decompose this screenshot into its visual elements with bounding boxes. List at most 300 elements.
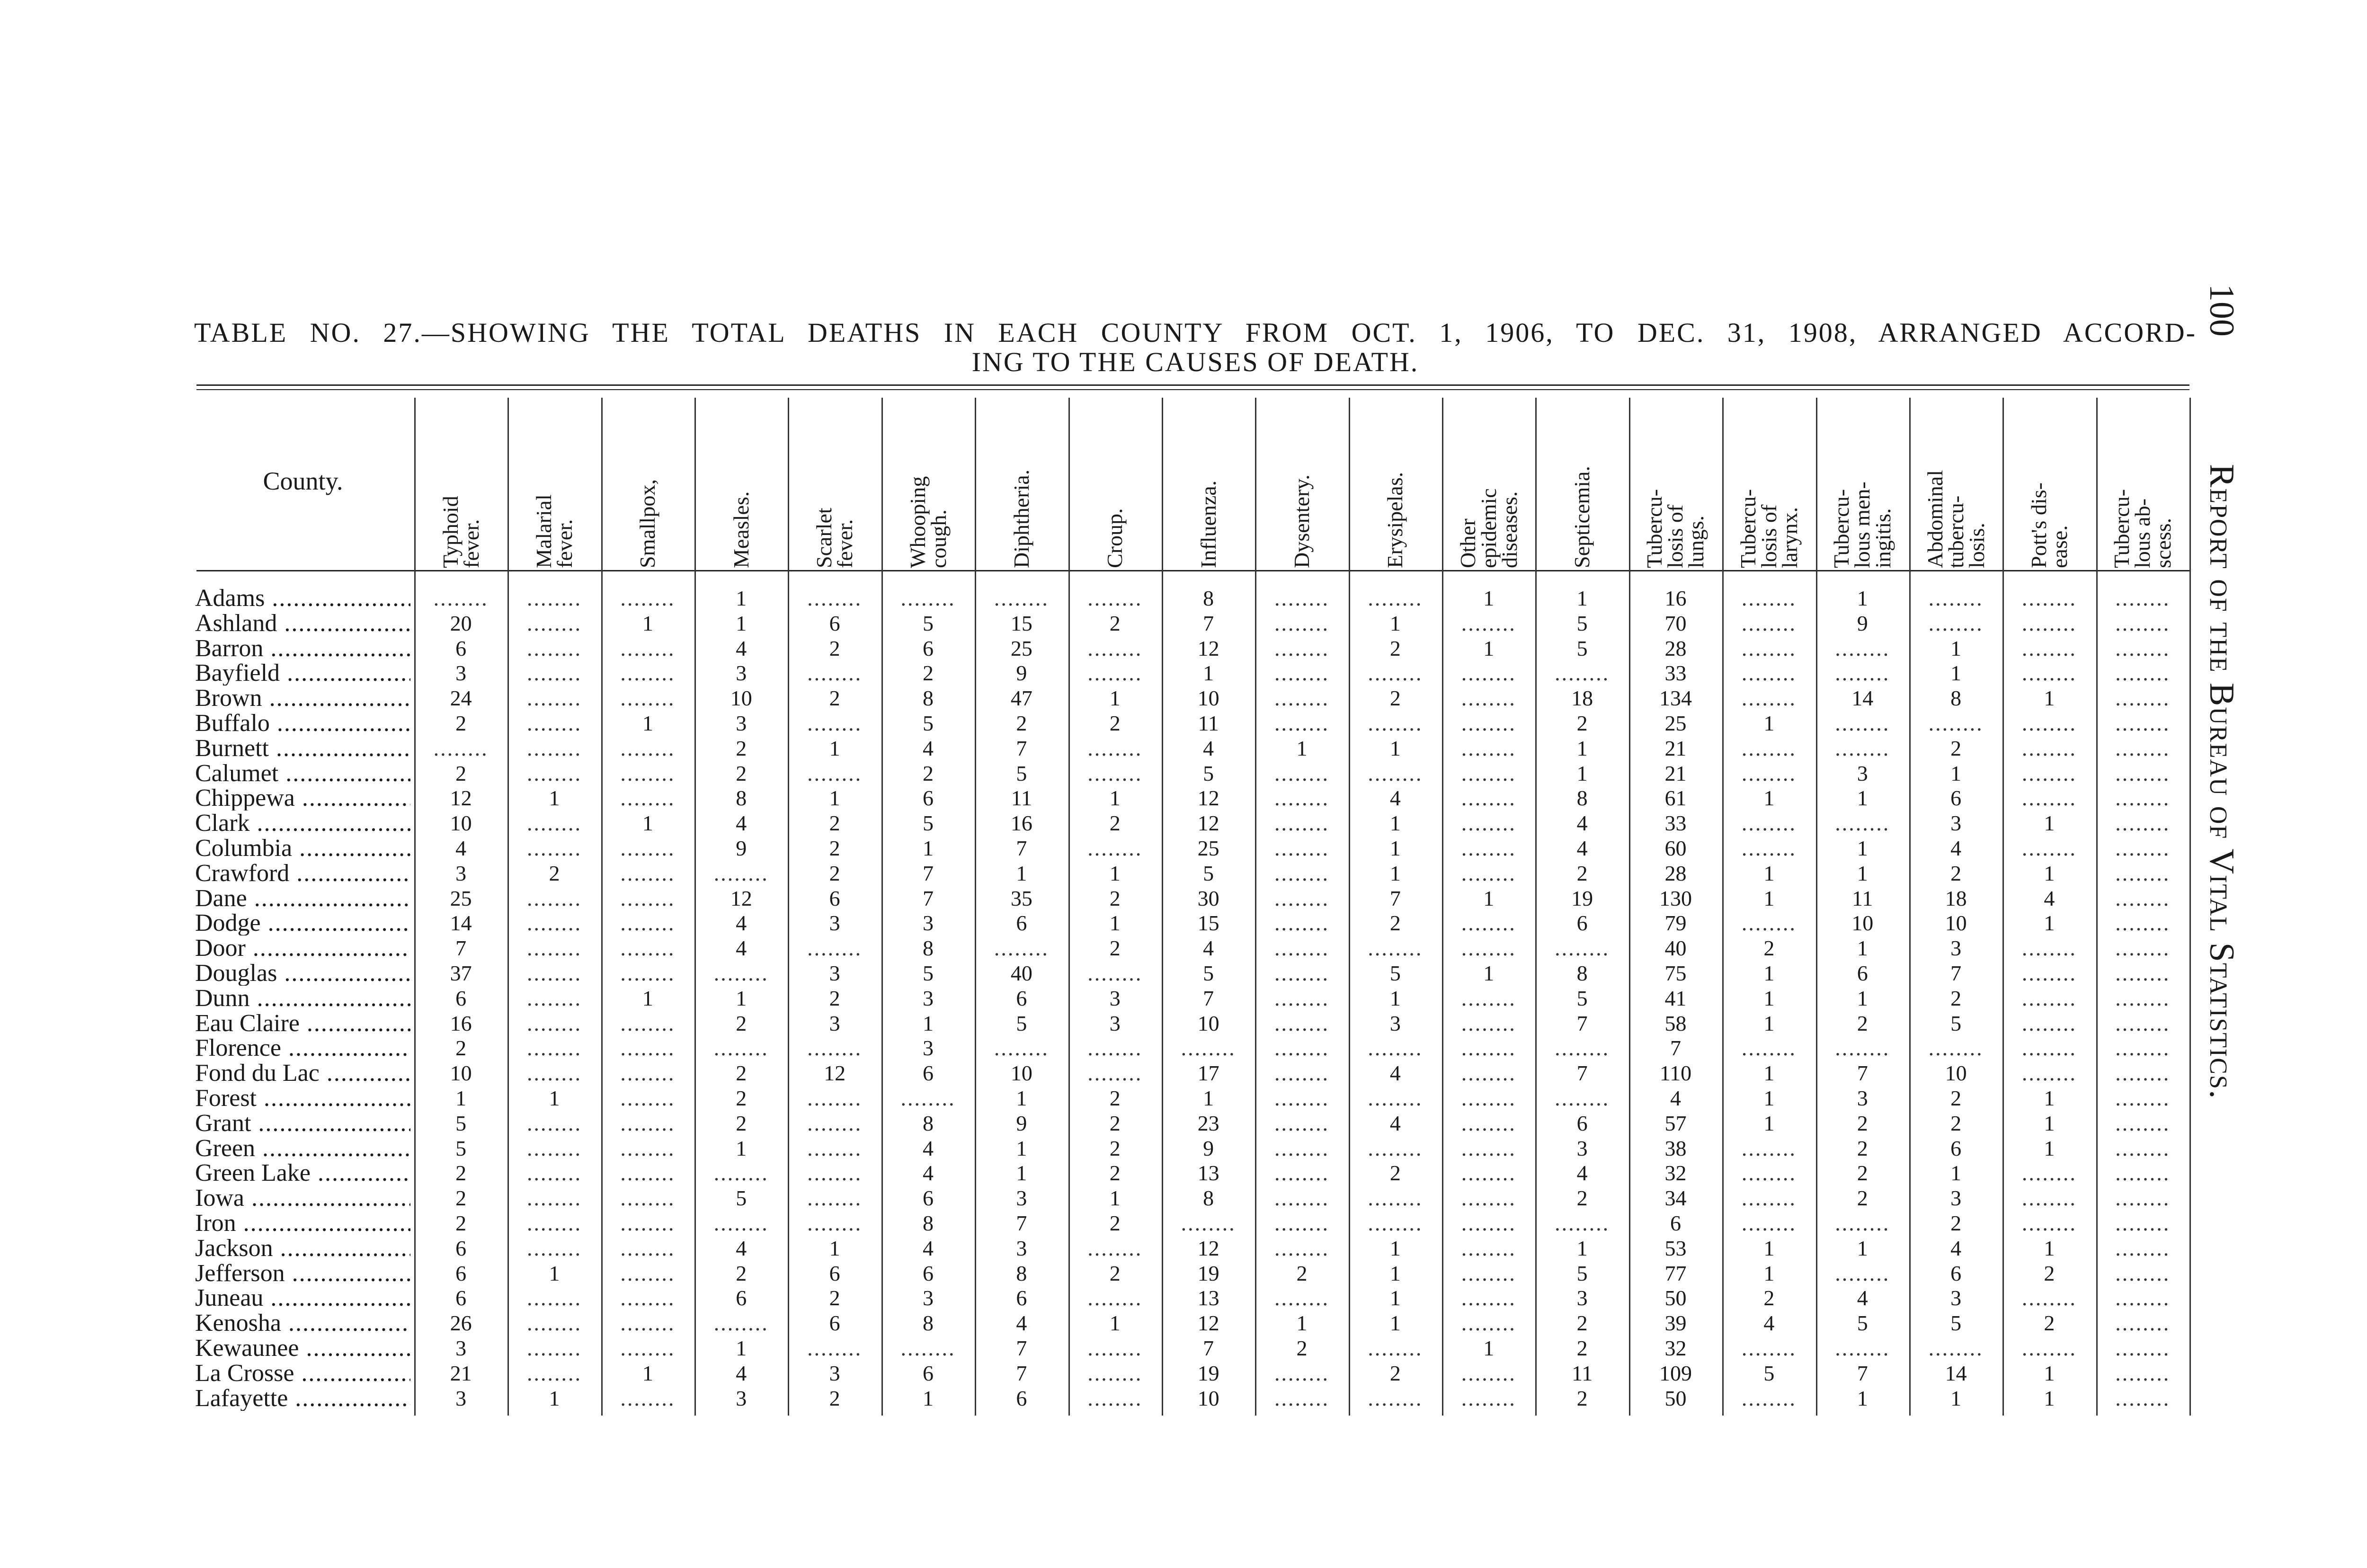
table-cell [1722,661,1815,686]
table-cell [2096,1311,2189,1336]
table-cell [1068,961,1162,986]
table-cell: 2 [923,661,934,686]
table-cell: 12 [824,1061,846,1086]
column-header-line: tubercu- [1943,495,1968,568]
table-cell: 6 [1670,1211,1681,1235]
table-cell: 16 [1664,586,1687,610]
table-row [0,636,2197,661]
table-cell [1349,1336,1442,1361]
table-cell: 10 [450,1061,472,1086]
table-cell: 1 [1016,1161,1027,1185]
table-cell: 2 [829,1286,840,1310]
table-row [0,1311,2197,1336]
table-cell: 50 [1664,1286,1687,1310]
table-cell: 3 [1950,1286,1962,1310]
table-cell [1349,711,1442,736]
table-cell [2002,736,2096,761]
table-cell: 2 [1857,1111,1868,1135]
table-cell: 18 [1571,686,1593,711]
table-cell: 5 [1950,1011,1962,1035]
table-cell [2096,1136,2189,1161]
table-cell [1442,1211,1535,1236]
table-cell [1722,736,1815,761]
table-cell: 9 [1016,1111,1027,1135]
table-cell [507,761,601,786]
table-cell [1349,661,1442,686]
table-cell [881,586,975,611]
table-cell [1349,1086,1442,1111]
table-cell [507,1061,601,1086]
table-cell [1068,1386,1162,1411]
table-cell [975,936,1068,961]
table-row [0,911,2197,935]
table-cell: 1 [1109,786,1121,811]
table-cell: 3 [455,1336,467,1360]
table-cell [1535,1211,1628,1236]
table-cell [1442,1386,1535,1411]
table-cell [601,586,694,611]
column-header-line: losis. [1964,523,1989,568]
table-cell [1442,1011,1535,1036]
table-cell: 2 [1576,861,1588,885]
county-name: La Crosse ..... [195,1361,410,1386]
table-cell [1442,661,1535,686]
table-cell: 3 [923,1036,934,1060]
county-name: Kewaunee ..... [195,1336,410,1361]
table-cell: 34 [1664,1186,1687,1211]
table-cell: 1 [1483,961,1495,985]
table-cell: 2 [829,861,840,885]
table-cell [788,761,881,786]
table-cell [2096,1086,2189,1111]
column-header-line: Smallpox, [635,479,660,568]
table-cell: 2 [1389,686,1401,711]
table-cell: 1 [2044,1236,2055,1260]
table-cell [1816,1211,1909,1236]
column-header-line: Malarial [532,494,556,568]
table-cell [2096,661,2189,686]
table-cell [788,586,881,611]
table-cell: 3 [1857,1086,1868,1110]
table-row [0,836,2197,861]
table-cell: 3 [1950,936,1962,961]
table-cell: 70 [1664,611,1687,635]
table-cell: 14 [1851,686,1874,711]
table-cell [601,886,694,911]
table-cell: 1 [1016,1086,1027,1110]
table-cell [788,661,881,686]
table-cell: 5 [1389,961,1401,985]
table-cell: 6 [1576,1111,1588,1135]
table-cell [507,736,601,761]
table-cell: 1 [1016,861,1027,885]
table-cell [2096,861,2189,886]
table-cell: 13 [1197,1161,1219,1185]
table-cell [2002,836,2096,861]
table-cell [1909,586,2002,611]
table-cell [507,1136,601,1161]
table-cell: 1 [829,786,840,811]
table-cell: 1 [455,1086,467,1110]
table-cell: 6 [1576,911,1588,935]
table-cell: 5 [1203,961,1214,985]
table-cell [601,1336,694,1361]
table-cell: 2 [1109,1161,1121,1185]
table-cell [2096,911,2189,935]
table-cell [601,636,694,661]
column-header-line: Dysentery. [1290,474,1314,568]
table-cell [788,711,881,736]
table-cell: 1 [642,611,653,635]
table-cell: 3 [1576,1286,1588,1310]
table-cell [601,861,694,886]
table-cell [507,936,601,961]
table-cell [601,1286,694,1310]
table-cell [1816,1036,1909,1060]
table-cell: 1 [1203,661,1214,686]
table-cell: 7 [1016,1361,1027,1385]
table-row [0,761,2197,786]
table-cell: 2 [1576,711,1588,735]
table-cell: 15 [1197,911,1219,935]
table-cell [1442,786,1535,811]
table-cell [1909,711,2002,736]
table-cell [975,586,1068,611]
table-cell: 1 [1576,586,1588,610]
table-cell: 20 [450,611,472,635]
table-cell [1349,1036,1442,1060]
table-cell [1255,1186,1348,1211]
table-cell [1816,1336,1909,1361]
table-cell: 2 [736,1061,747,1086]
table-cell [507,986,601,1011]
table-cell: 5 [1576,636,1588,660]
table-cell: 2 [1950,861,1962,885]
table-cell [2096,736,2189,761]
county-name: Adams ..... [195,586,410,611]
table-cell [1255,861,1348,886]
table-row [0,586,2197,611]
table-cell: 1 [2044,1086,2055,1110]
table-cell: 3 [829,1361,840,1385]
column-header-line: Influenza. [1196,480,1220,568]
column-header-line: fever. [459,519,483,568]
table-cell: 109 [1659,1361,1692,1385]
table-cell [1255,711,1348,736]
table-row [0,611,2197,636]
table-cell: 24 [450,686,472,711]
table-cell [1816,736,1909,761]
table-cell [1255,686,1348,711]
county-name: Florence ..... [195,1036,410,1060]
table-cell [1442,1311,1535,1336]
table-cell [1349,586,1442,611]
table-cell [1068,661,1162,686]
table-cell [1442,1186,1535,1211]
table-cell [1255,1386,1348,1411]
county-name: Barron ..... [195,636,410,661]
table-cell [601,1086,694,1111]
table-cell: 1 [549,786,560,811]
table-cell: 1 [736,986,747,1010]
table-cell: 2 [1576,1186,1588,1211]
table-cell: 4 [923,1136,934,1160]
table-cell [1068,761,1162,786]
table-cell [507,661,601,686]
table-cell: 6 [1016,911,1027,935]
table-cell: 11 [1571,1361,1593,1385]
table-cell [788,1211,881,1236]
column-header-line: Tubercu- [2109,489,2134,568]
table-cell [2002,1036,2096,1060]
table-cell: 77 [1664,1261,1687,1285]
table-cell: 16 [1010,811,1032,836]
table-cell: 3 [736,661,747,686]
table-cell: 5 [1857,1311,1868,1336]
table-cell: 11 [1011,786,1032,811]
table-cell: 1 [1763,1086,1775,1110]
table-cell: 5 [455,1136,467,1160]
table-cell [1255,911,1348,935]
table-cell [2002,1161,2096,1185]
column-header-line: Croup. [1103,508,1127,568]
table-cell: 4 [1763,1311,1775,1336]
table-cell [1816,636,1909,661]
table-cell: 6 [829,886,840,910]
table-cell [1255,1236,1348,1261]
table-cell [2002,611,2096,636]
top-rule-inner [196,389,2189,390]
table-cell: 5 [1576,611,1588,635]
table-cell [1909,1336,2002,1361]
county-name: Fond du Lac ..... [195,1061,410,1086]
table-cell: 1 [1857,861,1868,885]
table-row [0,1111,2197,1136]
table-cell: 14 [1945,1361,1967,1385]
table-cell: 1 [923,1011,934,1035]
table-cell [1442,711,1535,736]
table-cell: 5 [455,1111,467,1135]
table-cell: 1 [1950,761,1962,785]
table-cell: 1 [736,611,747,635]
table-cell [1722,911,1815,935]
table-cell [1442,811,1535,836]
table-cell: 6 [1857,961,1868,985]
table-cell [2002,1061,2096,1086]
table-cell: 4 [1576,811,1588,836]
table-cell: 1 [1950,1386,1962,1410]
table-cell: 5 [1203,761,1214,785]
table-cell: 5 [736,1186,747,1211]
table-cell: 2 [1109,1136,1121,1160]
table-cell: 9 [1016,661,1027,686]
column-header-text [1455,488,1522,568]
table-cell: 4 [1203,736,1214,760]
table-cell: 2 [1950,1086,1962,1110]
county-name: Calumet ..... [195,761,410,786]
table-cell: 2 [1109,886,1121,910]
table-cell: 1 [1389,1236,1401,1260]
table-cell [1255,1011,1348,1036]
table-cell: 4 [1389,786,1401,811]
table-cell [2002,936,2096,961]
table-cell [2002,636,2096,661]
table-cell: 1 [1389,986,1401,1010]
county-name: Ashland ..... [195,611,410,636]
table-cell [507,1211,601,1236]
table-cell [1068,836,1162,861]
table-cell: 8 [1950,686,1962,711]
table-cell: 2 [1109,1086,1121,1110]
table-cell: 4 [1016,1311,1027,1336]
column-header-line: diseases. [1497,491,1522,568]
table-cell: 1 [1763,1011,1775,1035]
table-row [0,786,2197,811]
table-cell: 1 [1857,1386,1868,1410]
table-row [0,1036,2197,1060]
table-cell: 3 [455,861,467,885]
table-cell: 2 [736,1261,747,1285]
table-cell [1816,1261,1909,1286]
table-cell [1162,1211,1255,1236]
county-name: Forest ..... [195,1086,410,1111]
table-cell: 19 [1197,1261,1219,1285]
table-cell: 4 [736,1236,747,1260]
table-cell [694,961,788,986]
table-cell [2096,936,2189,961]
table-cell [1068,1236,1162,1261]
table-cell: 41 [1664,986,1687,1010]
table-cell: 7 [1016,736,1027,760]
table-cell: 4 [923,1236,934,1260]
table-cell [1722,586,1815,611]
table-cell: 1 [1483,586,1495,610]
table-cell [1722,1336,1815,1361]
table-cell [1255,1136,1348,1161]
table-cell: 32 [1664,1336,1687,1360]
table-cell: 6 [455,986,467,1010]
table-cell: 1 [1763,1261,1775,1285]
table-cell [1442,1361,1535,1386]
table-cell: 6 [1016,986,1027,1010]
table-cell: 1 [1296,736,1308,760]
county-name: Eau Claire ..... [195,1011,410,1036]
table-row [0,1086,2197,1111]
table-cell: 2 [1763,936,1775,961]
table-cell [601,1161,694,1185]
table-row [0,1386,2197,1411]
county-name: Door ..... [195,936,410,961]
table-cell [2002,1186,2096,1211]
table-cell [507,961,601,986]
table-cell: 6 [455,636,467,660]
column-header-text [2026,482,2072,568]
table-cell: 3 [923,1286,934,1310]
table-cell: 33 [1664,811,1687,836]
county-name: Buffalo ..... [195,711,410,736]
table-cell [2096,886,2189,911]
table-cell [1255,986,1348,1011]
table-cell [1349,1186,1442,1211]
table-cell [507,1111,601,1136]
table-cell: 2 [736,1111,747,1135]
header-bottom-rule [196,570,2189,571]
table-cell [1442,911,1535,935]
table-cell: 7 [1576,1061,1588,1086]
table-cell [1722,686,1815,711]
table-cell: 1 [1389,1286,1401,1310]
county-name: Chippewa ..... [195,786,410,811]
table-cell [2002,586,2096,611]
table-cell: 134 [1659,686,1692,711]
table-cell: 5 [1763,1361,1775,1385]
table-cell: 26 [450,1311,472,1336]
table-cell: 1 [2044,811,2055,836]
table-cell [601,1236,694,1261]
column-header-text [1291,474,1312,568]
table-cell [2002,986,2096,1011]
column-header-line: Scarlet [812,508,836,568]
column-header-line: lous ab- [2130,499,2155,568]
table-cell: 1 [1950,661,1962,686]
table-cell: 1 [642,986,653,1010]
table-cell: 1 [2044,1136,2055,1160]
table-cell [694,861,788,886]
table-cell [1442,1236,1535,1261]
table-row [0,1161,2197,1185]
table-cell: 1 [1857,936,1868,961]
table-cell: 10 [1197,1011,1219,1035]
column-header-line: larynx. [1777,507,1802,568]
table-cell: 1 [1109,861,1121,885]
table-cell [2002,661,2096,686]
table-cell [414,736,507,761]
table-cell: 5 [1016,1011,1027,1035]
table-cell: 2 [829,636,840,660]
table-cell [601,686,694,711]
table-cell [1722,811,1815,836]
table-cell: 4 [1203,936,1214,961]
table-cell [1255,961,1348,986]
county-name: Green Lake ..... [195,1161,410,1185]
table-cell: 1 [1763,711,1775,735]
table-cell: 5 [1576,986,1588,1010]
table-row [0,1061,2197,1086]
table-cell [601,661,694,686]
table-cell [601,1136,694,1161]
table-row [0,961,2197,986]
column-header-text [1644,489,1707,568]
table-cell: 8 [923,1111,934,1135]
county-name: Burnett ..... [195,736,410,761]
table-cell: 2 [829,836,840,860]
table-cell: 4 [455,836,467,860]
table-cell [1349,1136,1442,1161]
table-cell: 2 [455,761,467,785]
table-cell: 1 [1109,686,1121,711]
table-cell [1909,611,2002,636]
table-cell: 8 [1203,586,1214,610]
table-cell: 2 [455,1186,467,1211]
table-cell: 1 [1576,1236,1588,1260]
table-row [0,1011,2197,1036]
table-cell: 7 [1016,1336,1027,1360]
table-cell: 9 [1857,611,1868,635]
table-cell [1442,936,1535,961]
table-cell [1442,1086,1535,1111]
table-cell: 7 [1857,1061,1868,1086]
table-cell: 8 [1576,786,1588,811]
